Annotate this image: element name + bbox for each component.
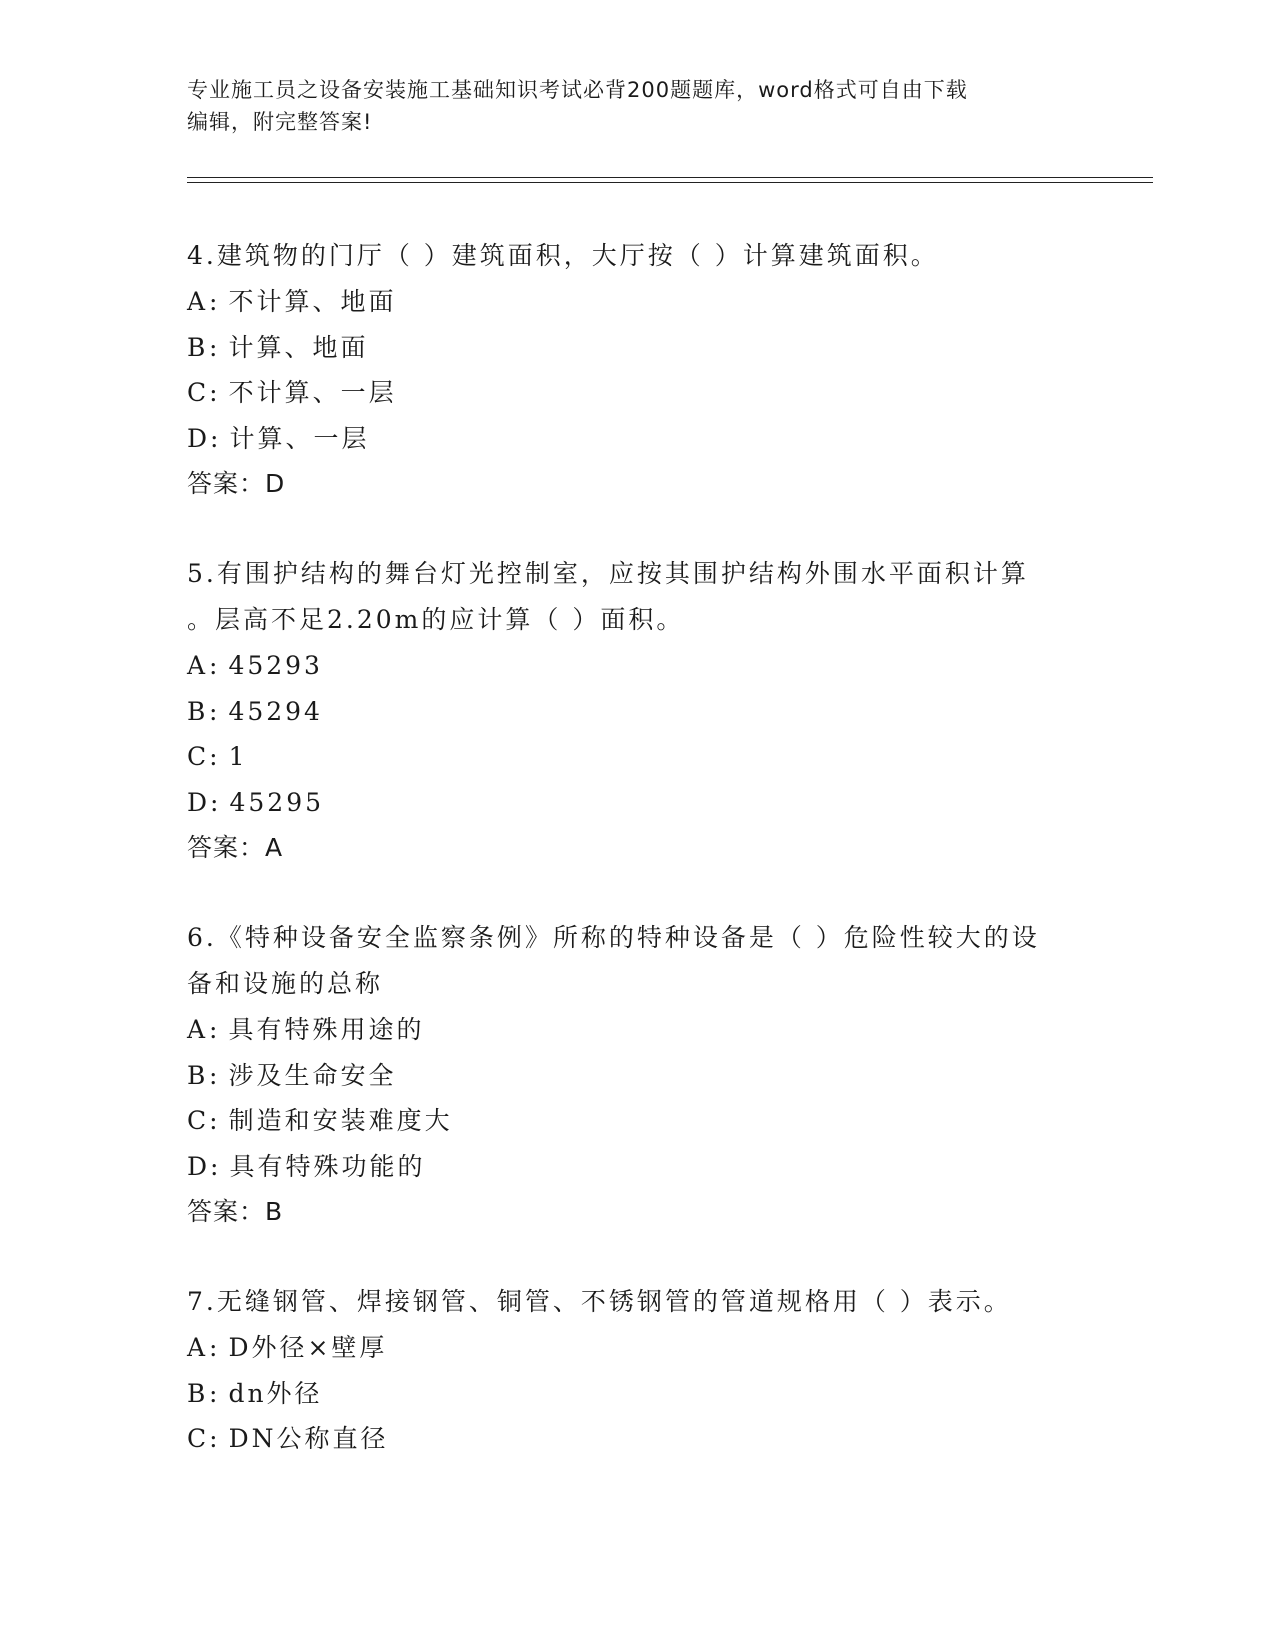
option-text: D外径×壁厚 <box>228 1333 388 1362</box>
option-text: 计算、一层 <box>229 423 370 453</box>
question-6 <box>187 915 1127 1235</box>
option-letter: B <box>187 1060 209 1090</box>
option-text: 不计算、一层 <box>228 378 397 407</box>
header-divider-bottom <box>187 182 1153 183</box>
option-c: C: 制造和安装难度大 <box>187 1098 1127 1144</box>
option-letter: B <box>187 1378 209 1408</box>
option-b: B: 计算、地面 <box>187 325 1127 371</box>
option-letter: B <box>187 332 209 362</box>
option-d: D: 45295 <box>187 780 1127 826</box>
option-text: 具有特殊功能的 <box>229 1151 426 1181</box>
option-letter: A <box>187 651 209 680</box>
option-letter: D <box>187 787 211 817</box>
question-list <box>187 233 1127 1506</box>
option-text: 制造和安装难度大 <box>228 1106 453 1135</box>
option-text: 45294 <box>228 696 323 726</box>
question-stem-continued: 。层高不足2.20m的应计算（ ）面积。 <box>187 605 685 634</box>
option-text: dn外径 <box>228 1378 323 1408</box>
option-a: A: 具有特殊用途的 <box>187 1007 1127 1053</box>
option-letter: A <box>187 287 209 316</box>
answer-label: 答案：A <box>187 833 284 862</box>
option-letter: C <box>187 1424 210 1453</box>
option-text: DN公称直径 <box>228 1424 389 1453</box>
option-letter: C <box>187 1106 210 1135</box>
question-5 <box>187 551 1127 871</box>
option-text: 45293 <box>228 651 323 680</box>
option-a: A: 不计算、地面 <box>187 279 1127 325</box>
option-b: B: 45294 <box>187 689 1127 735</box>
answer-label: 答案：D <box>187 469 286 498</box>
question-7 <box>187 1279 1127 1462</box>
header-line-1: 专业施工员之设备安装施工基础知识考试必背200题题库，word格式可自由下载 <box>187 78 968 102</box>
option-c: C: 不计算、一层 <box>187 370 1127 416</box>
header-line-2: 编辑，附完整答案! <box>187 110 373 134</box>
document-header <box>187 74 1087 138</box>
option-b: B: dn外径 <box>187 1371 1127 1417</box>
option-text: 具有特殊用途的 <box>228 1015 425 1044</box>
question-stem-continued: 备和设施的总称 <box>187 969 384 998</box>
option-b: B: 涉及生命安全 <box>187 1053 1127 1099</box>
option-a: A: 45293 <box>187 643 1127 689</box>
option-a: A: D外径×壁厚 <box>187 1325 1127 1371</box>
option-d: D: 具有特殊功能的 <box>187 1144 1127 1190</box>
option-letter: C <box>187 742 210 771</box>
header-divider-top <box>187 177 1153 178</box>
question-stem: 4.建筑物的门厅（ ）建筑面积，大厅按（ ）计算建筑面积。 <box>187 241 939 270</box>
option-letter: D <box>187 423 211 453</box>
option-letter: A <box>187 1333 209 1362</box>
option-letter: D <box>187 1151 211 1181</box>
option-text: 45295 <box>229 787 325 817</box>
option-text: 计算、地面 <box>228 332 369 362</box>
option-c: C: 1 <box>187 734 1127 780</box>
option-letter: A <box>187 1015 209 1044</box>
question-stem: 5.有围护结构的舞台灯光控制室，应按其围护结构外围水平面积计算 <box>187 559 1029 588</box>
answer-label: 答案：B <box>187 1197 284 1226</box>
option-letter: C <box>187 378 210 407</box>
question-stem: 7.无缝钢管、焊接钢管、铜管、不锈钢管的管道规格用（ ）表示。 <box>187 1287 1012 1316</box>
option-c: C: DN公称直径 <box>187 1416 1127 1462</box>
option-letter: B <box>187 696 209 726</box>
question-stem: 6.《特种设备安全监察条例》所称的特种设备是（ ）危险性较大的设 <box>187 923 1040 952</box>
option-text: 不计算、地面 <box>228 287 397 316</box>
question-4 <box>187 233 1127 507</box>
option-text: 涉及生命安全 <box>228 1060 397 1090</box>
option-d: D: 计算、一层 <box>187 416 1127 462</box>
option-text: 1 <box>228 742 248 771</box>
